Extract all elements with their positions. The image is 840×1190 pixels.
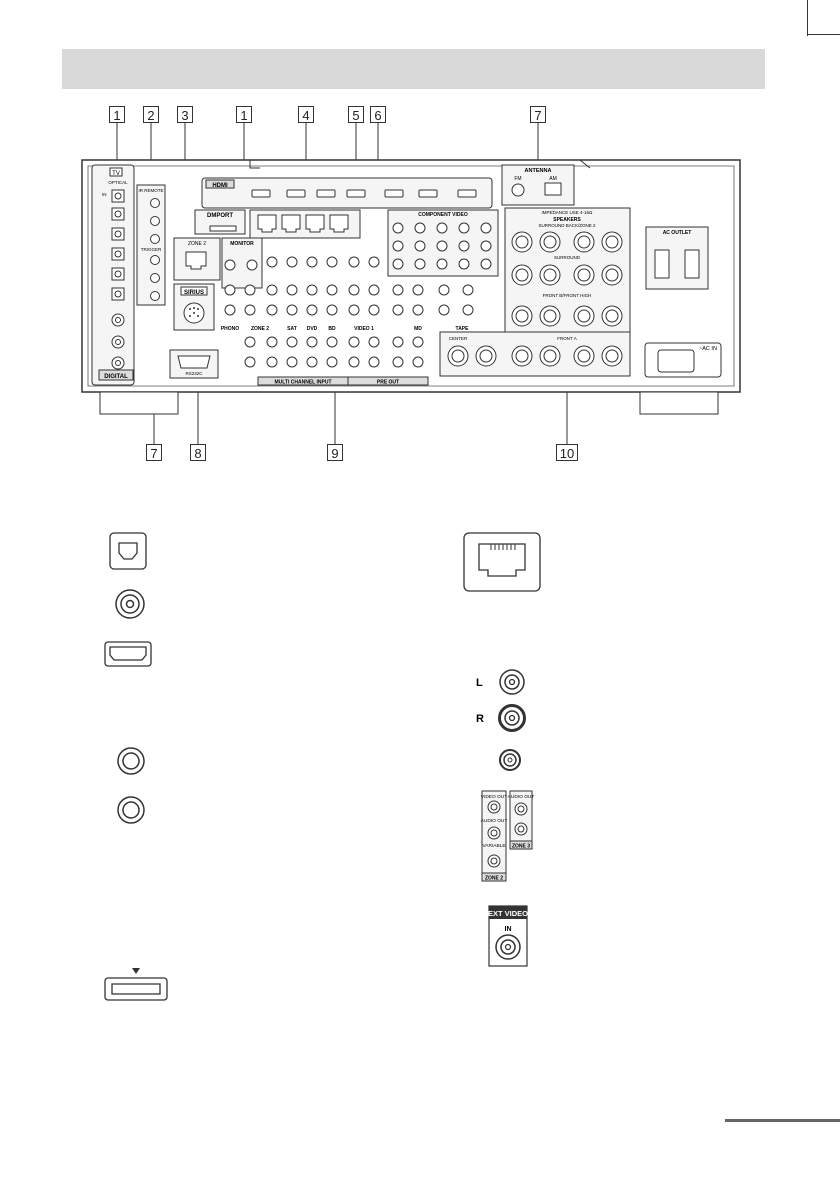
- label-ac-outlet: AC OUTLET: [662, 230, 692, 236]
- label-front-b: FRONT B/FRONT HIGH: [542, 293, 592, 298]
- rear-panel-diagram: [0, 0, 840, 470]
- audio-jack-r-icon: [470, 703, 530, 733]
- label-in: IN: [102, 192, 107, 197]
- callout-1: 1: [109, 106, 125, 123]
- label-audio-out-z3: AUDIO OUT: [507, 795, 535, 800]
- subwoofer-jack-icon: [498, 748, 522, 772]
- label-monitor: MONITOR: [230, 241, 254, 247]
- label-audio-out: AUDIO OUT: [480, 819, 508, 824]
- label-sat: SAT: [287, 326, 297, 332]
- label-tv: TV: [112, 171, 120, 177]
- zone-jacks-icon: [478, 789, 536, 885]
- ext-video-jack-icon: [488, 905, 528, 967]
- label-tape: TAPE: [455, 326, 469, 332]
- callout-6: 6: [370, 106, 386, 123]
- label-md: MD: [414, 326, 422, 332]
- label-dmport: DMPORT: [207, 213, 233, 219]
- label-speakers: SPEAKERS: [553, 217, 581, 223]
- label-l: L: [476, 677, 483, 689]
- callout-10: 10: [556, 444, 578, 461]
- video-jack-icon: [116, 746, 146, 776]
- callout-3: 3: [177, 106, 193, 123]
- label-component-video: COMPONENT VIDEO: [418, 212, 468, 218]
- label-ext-video: EXT VIDEO: [488, 909, 528, 918]
- callout-1b: 1: [236, 106, 252, 123]
- label-digital: DIGITAL: [104, 374, 128, 380]
- label-surround-back: SURROUND BACK/ZONE 2: [538, 223, 596, 228]
- callout-9: 9: [327, 444, 343, 461]
- callout-7b: 7: [146, 444, 162, 461]
- label-rs232c: RS232C: [185, 371, 203, 376]
- hdmi-port-icon: [104, 641, 152, 667]
- label-variable: VARIABLE: [482, 844, 506, 849]
- label-zone3: ZONE 3: [511, 843, 531, 850]
- label-dvd: DVD: [306, 326, 318, 332]
- label-impedance: IMPEDANCE USE 4-16Ω: [541, 210, 593, 215]
- label-zone2-b: ZONE 2: [250, 326, 270, 332]
- dmport-connector-icon: [104, 966, 168, 1002]
- label-pre-out: PRE OUT: [376, 379, 400, 386]
- label-front-a: FRONT A: [557, 336, 577, 341]
- label-center: CENTER: [448, 336, 468, 341]
- label-hdmi: HDMI: [212, 183, 228, 189]
- label-antenna: ANTENNA: [524, 168, 552, 174]
- label-fm: FM: [514, 176, 522, 182]
- optical-port-icon: [108, 531, 148, 571]
- label-optical: OPTICAL: [108, 180, 128, 185]
- coaxial-jack-icon: [114, 588, 146, 620]
- callout-4: 4: [298, 106, 314, 123]
- label-in-legend: IN: [504, 926, 512, 933]
- label-sirius: SIRIUS: [183, 290, 205, 296]
- continued-rule: [725, 1119, 840, 1122]
- label-bd: BD: [328, 326, 336, 332]
- label-zone2: ZONE 2: [187, 241, 207, 247]
- label-trigger: TRIGGER: [140, 247, 162, 252]
- label-phono: PHONO: [220, 326, 240, 332]
- audio-jack-icon: [116, 795, 146, 825]
- label-r: R: [476, 713, 484, 725]
- callout-2: 2: [143, 106, 159, 123]
- label-am: AM: [549, 176, 557, 182]
- label-multi-channel-input: MULTI CHANNEL INPUT: [274, 379, 332, 386]
- ethernet-port-icon: [463, 532, 541, 592]
- callout-7: 7: [530, 106, 546, 123]
- label-zone2-legend: ZONE 2: [484, 875, 504, 882]
- label-surround: SURROUND: [553, 255, 581, 260]
- audio-jack-l-icon: [470, 668, 530, 696]
- callout-8: 8: [190, 444, 206, 461]
- label-ir-remote: IR REMOTE: [138, 188, 164, 193]
- label-video-out: VIDEO OUT: [480, 795, 508, 800]
- label-video1: VIDEO 1: [354, 326, 374, 332]
- label-ac-in: ~AC IN: [699, 346, 717, 352]
- callout-5: 5: [348, 106, 364, 123]
